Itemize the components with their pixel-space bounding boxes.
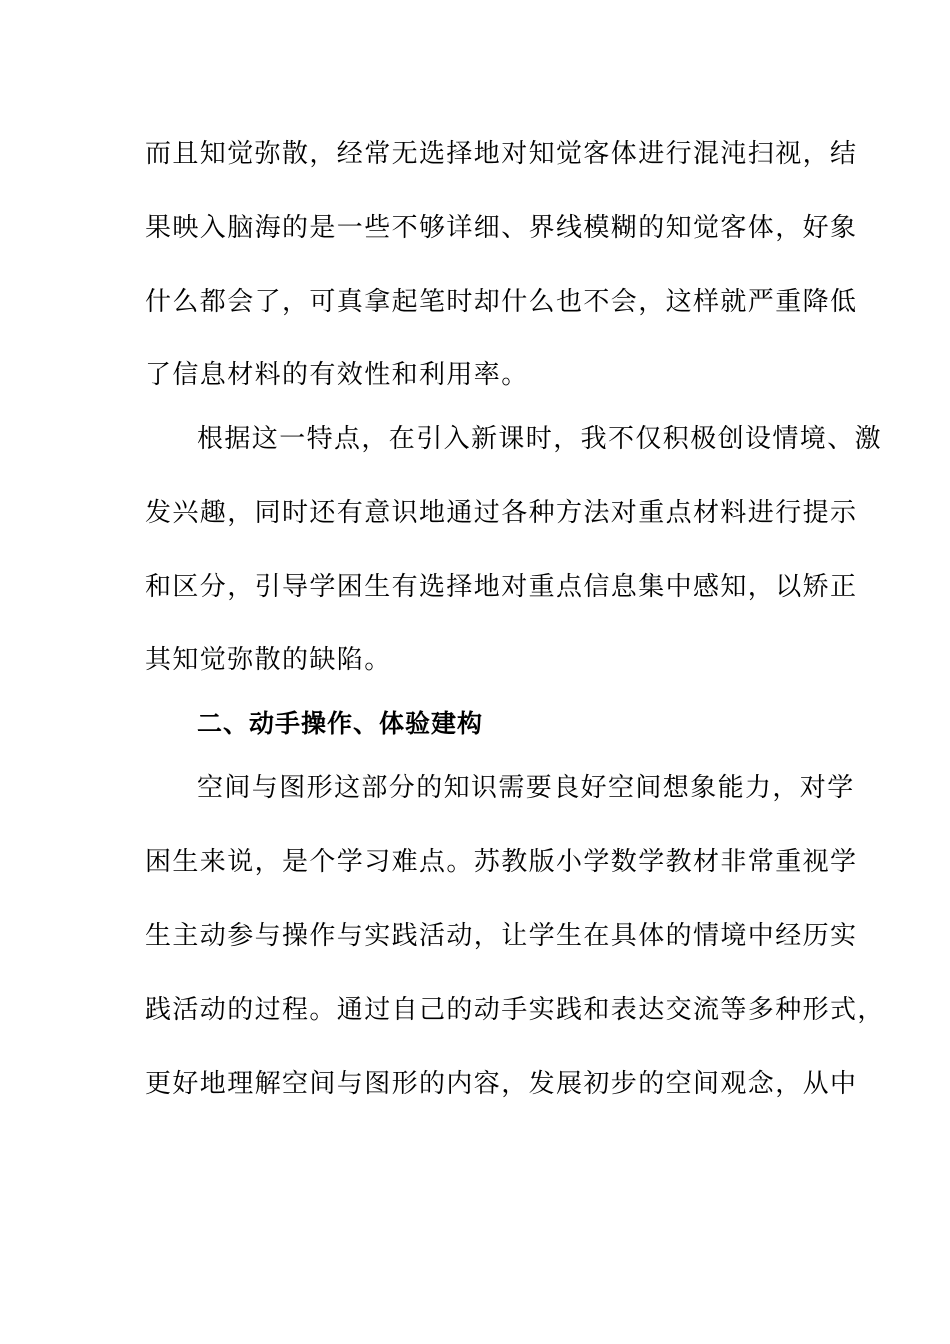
paragraph-1-line-1: 而且知觉弥散，经常无选择地对知觉客体进行混沌扫视，结 — [145, 139, 858, 169]
paragraph-2-line-1: 根据这一特点，在引入新课时，我不仅积极创设情境、激 — [197, 424, 883, 454]
paragraph-3-line-1: 空间与图形这部分的知识需要良好空间想象能力，对学 — [197, 773, 855, 803]
paragraph-1-line-4: 了信息材料的有效性和利用率。 — [145, 360, 529, 390]
paragraph-1-line-2: 果映入脑海的是一些不够详细、界线模糊的知觉客体，好象 — [145, 213, 858, 243]
paragraph-2-line-2: 发兴趣，同时还有意识地通过各种方法对重点材料进行提示 — [145, 498, 858, 528]
paragraph-1-line-3: 什么都会了，可真拿起笔时却什么也不会，这样就严重降低 — [145, 287, 858, 317]
paragraph-3-line-3: 生主动参与操作与实践活动，让学生在具体的情境中经历实 — [145, 921, 858, 951]
section-heading: 二、动手操作、体验建构 — [197, 709, 484, 738]
paragraph-2-line-4: 其知觉弥散的缺陷。 — [145, 645, 392, 675]
paragraph-3-line-4: 践活动的过程。通过自己的动手实践和表达交流等多种形式， — [145, 995, 885, 1025]
paragraph-3-line-2: 困生来说，是个学习难点。苏教版小学数学教材非常重视学 — [145, 847, 858, 877]
paragraph-2-line-3: 和区分，引导学困生有选择地对重点信息集中感知，以矫正 — [145, 572, 858, 602]
paragraph-3-line-5: 更好地理解空间与图形的内容，发展初步的空间观念，从中 — [145, 1069, 858, 1099]
